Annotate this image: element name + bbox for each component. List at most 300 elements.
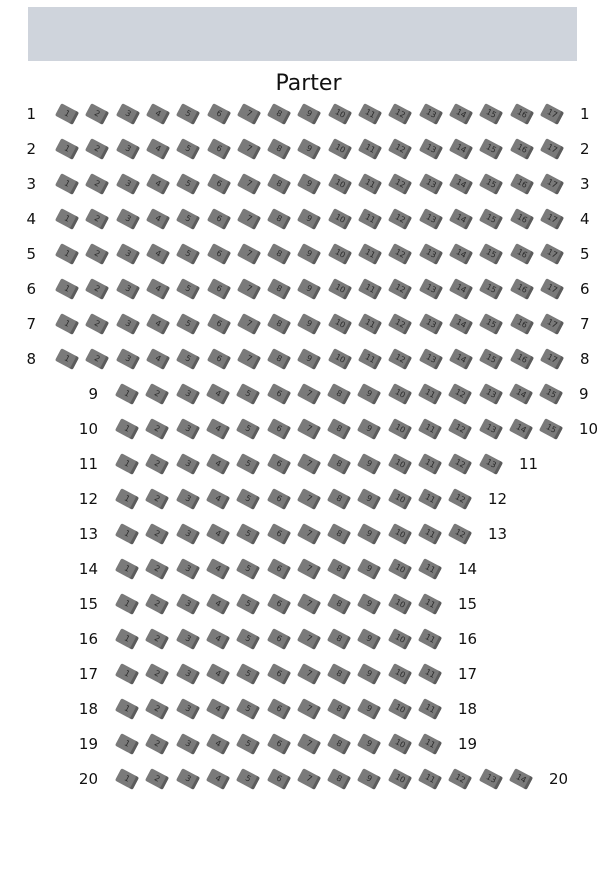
- seat[interactable]: [511, 772, 531, 786]
- seat[interactable]: [451, 317, 471, 331]
- seat[interactable]: [299, 667, 319, 681]
- seat[interactable]: [359, 667, 379, 681]
- seat[interactable]: [269, 212, 289, 226]
- seat[interactable]: [512, 352, 532, 366]
- seat[interactable]: [390, 282, 410, 296]
- seat[interactable]: [178, 597, 198, 611]
- seat[interactable]: [390, 562, 410, 576]
- seat[interactable]: [239, 317, 259, 331]
- seat[interactable]: [209, 107, 229, 121]
- seat[interactable]: [87, 317, 107, 331]
- seat[interactable]: [360, 247, 380, 261]
- seat[interactable]: [147, 457, 167, 471]
- seat[interactable]: [147, 632, 167, 646]
- seat[interactable]: [178, 282, 198, 296]
- seat[interactable]: [450, 457, 470, 471]
- seat[interactable]: [269, 107, 289, 121]
- seat[interactable]: [269, 352, 289, 366]
- seat[interactable]: [299, 387, 319, 401]
- seat[interactable]: [420, 702, 440, 716]
- seat[interactable]: [390, 247, 410, 261]
- seat[interactable]: [542, 352, 562, 366]
- seat[interactable]: [208, 632, 228, 646]
- seat[interactable]: [238, 702, 258, 716]
- seat[interactable]: [57, 282, 77, 296]
- seat[interactable]: [117, 492, 137, 506]
- seat[interactable]: [117, 422, 137, 436]
- seat[interactable]: [390, 667, 410, 681]
- seat[interactable]: [390, 107, 410, 121]
- seat[interactable]: [238, 492, 258, 506]
- seat[interactable]: [390, 387, 410, 401]
- seat-number: 5: [184, 143, 193, 154]
- seat[interactable]: [299, 702, 319, 716]
- seat[interactable]: [117, 737, 137, 751]
- seat[interactable]: [147, 527, 167, 541]
- seat[interactable]: [450, 492, 470, 506]
- seat[interactable]: [481, 387, 501, 401]
- seat[interactable]: [239, 212, 259, 226]
- seat[interactable]: [542, 177, 562, 191]
- seat[interactable]: [329, 632, 349, 646]
- seat[interactable]: [359, 632, 379, 646]
- seat[interactable]: [269, 667, 289, 681]
- seat[interactable]: [208, 772, 228, 786]
- seat[interactable]: [512, 282, 532, 296]
- seat[interactable]: [390, 422, 410, 436]
- seat[interactable]: [148, 282, 168, 296]
- seat[interactable]: [238, 667, 258, 681]
- seat[interactable]: [512, 212, 532, 226]
- seat[interactable]: [512, 142, 532, 156]
- seat-number: 13: [424, 212, 438, 225]
- seat[interactable]: [178, 422, 198, 436]
- seat[interactable]: [542, 247, 562, 261]
- seat[interactable]: [87, 247, 107, 261]
- seat[interactable]: [57, 247, 77, 261]
- seat[interactable]: [238, 422, 258, 436]
- seat[interactable]: [481, 422, 501, 436]
- seat[interactable]: [330, 107, 350, 121]
- seat[interactable]: [329, 387, 349, 401]
- seat[interactable]: [542, 212, 562, 226]
- seat[interactable]: [299, 422, 319, 436]
- seat[interactable]: [147, 772, 167, 786]
- seat[interactable]: [178, 632, 198, 646]
- seat-number: 11: [423, 772, 437, 785]
- seat[interactable]: [209, 142, 229, 156]
- seat[interactable]: [541, 422, 561, 436]
- seat[interactable]: [481, 457, 501, 471]
- seat[interactable]: [118, 282, 138, 296]
- seat-number: 9: [365, 493, 374, 504]
- seat[interactable]: [451, 142, 471, 156]
- seat[interactable]: [147, 667, 167, 681]
- seat[interactable]: [208, 457, 228, 471]
- seat[interactable]: [209, 177, 229, 191]
- seat[interactable]: [451, 177, 471, 191]
- seat[interactable]: [178, 737, 198, 751]
- seat[interactable]: [147, 597, 167, 611]
- seat[interactable]: [450, 387, 470, 401]
- seat[interactable]: [330, 177, 350, 191]
- seat[interactable]: [57, 177, 77, 191]
- seat[interactable]: [481, 247, 501, 261]
- seat[interactable]: [117, 772, 137, 786]
- seat[interactable]: [178, 107, 198, 121]
- seat[interactable]: [359, 527, 379, 541]
- seat[interactable]: [390, 597, 410, 611]
- seat[interactable]: [420, 387, 440, 401]
- seat[interactable]: [178, 492, 198, 506]
- seat[interactable]: [329, 492, 349, 506]
- seat[interactable]: [420, 772, 440, 786]
- seat-number: 8: [274, 178, 284, 189]
- seat-number: 5: [184, 283, 193, 294]
- seat[interactable]: [87, 282, 107, 296]
- row-label-right: 8: [580, 350, 590, 368]
- seat[interactable]: [330, 142, 350, 156]
- seat[interactable]: [208, 562, 228, 576]
- seat[interactable]: [269, 562, 289, 576]
- seat[interactable]: [359, 387, 379, 401]
- seat[interactable]: [481, 352, 501, 366]
- seat[interactable]: [541, 387, 561, 401]
- seat[interactable]: [238, 737, 258, 751]
- seat[interactable]: [57, 212, 77, 226]
- seat[interactable]: [208, 597, 228, 611]
- seat[interactable]: [238, 632, 258, 646]
- seat[interactable]: [269, 527, 289, 541]
- seat[interactable]: [481, 317, 501, 331]
- seat[interactable]: [118, 142, 138, 156]
- seat[interactable]: [148, 352, 168, 366]
- seat[interactable]: [239, 282, 259, 296]
- seat[interactable]: [359, 737, 379, 751]
- seat[interactable]: [178, 562, 198, 576]
- seat[interactable]: [360, 212, 380, 226]
- seat[interactable]: [299, 107, 319, 121]
- seat[interactable]: [420, 667, 440, 681]
- seat[interactable]: [451, 282, 471, 296]
- seat[interactable]: [178, 177, 198, 191]
- seat[interactable]: [269, 177, 289, 191]
- seat[interactable]: [299, 492, 319, 506]
- seat[interactable]: [117, 387, 137, 401]
- seat[interactable]: [239, 352, 259, 366]
- seat[interactable]: [269, 597, 289, 611]
- seat-number: 8: [274, 143, 284, 154]
- seat[interactable]: [299, 247, 319, 261]
- seat-number: 11: [423, 702, 437, 715]
- seat-number: 8: [334, 773, 344, 784]
- seat[interactable]: [269, 492, 289, 506]
- seat[interactable]: [147, 387, 167, 401]
- seat[interactable]: [147, 737, 167, 751]
- seat[interactable]: [117, 562, 137, 576]
- seat[interactable]: [451, 212, 471, 226]
- seat[interactable]: [542, 282, 562, 296]
- seat[interactable]: [329, 562, 349, 576]
- seat[interactable]: [299, 212, 319, 226]
- seat[interactable]: [390, 352, 410, 366]
- seat[interactable]: [390, 317, 410, 331]
- seat[interactable]: [238, 527, 258, 541]
- seat[interactable]: [239, 142, 259, 156]
- seat[interactable]: [451, 352, 471, 366]
- seat[interactable]: [209, 282, 229, 296]
- seat[interactable]: [421, 352, 441, 366]
- seat[interactable]: [87, 142, 107, 156]
- seat[interactable]: [269, 457, 289, 471]
- seat[interactable]: [421, 177, 441, 191]
- seat[interactable]: [178, 772, 198, 786]
- seat[interactable]: [420, 562, 440, 576]
- seat[interactable]: [208, 422, 228, 436]
- seat[interactable]: [359, 422, 379, 436]
- seat[interactable]: [512, 247, 532, 261]
- seat[interactable]: [148, 317, 168, 331]
- seat[interactable]: [542, 107, 562, 121]
- seat[interactable]: [178, 212, 198, 226]
- seat[interactable]: [148, 177, 168, 191]
- seat[interactable]: [87, 212, 107, 226]
- seat[interactable]: [542, 317, 562, 331]
- seat[interactable]: [238, 387, 258, 401]
- seat[interactable]: [329, 422, 349, 436]
- seat[interactable]: [299, 317, 319, 331]
- seat[interactable]: [421, 247, 441, 261]
- seat[interactable]: [148, 142, 168, 156]
- seat[interactable]: [269, 737, 289, 751]
- seat[interactable]: [360, 282, 380, 296]
- seat-number: 7: [244, 143, 254, 154]
- seat[interactable]: [118, 107, 138, 121]
- seat[interactable]: [209, 212, 229, 226]
- seat[interactable]: [421, 317, 441, 331]
- seat[interactable]: [421, 142, 441, 156]
- seat[interactable]: [421, 282, 441, 296]
- seat[interactable]: [178, 702, 198, 716]
- seat[interactable]: [117, 702, 137, 716]
- seat[interactable]: [238, 562, 258, 576]
- seat[interactable]: [481, 212, 501, 226]
- seat[interactable]: [481, 107, 501, 121]
- seat[interactable]: [359, 562, 379, 576]
- seat[interactable]: [299, 597, 319, 611]
- seat[interactable]: [208, 527, 228, 541]
- seat[interactable]: [511, 387, 531, 401]
- seat[interactable]: [512, 177, 532, 191]
- seat[interactable]: [147, 702, 167, 716]
- seat[interactable]: [299, 177, 319, 191]
- seat[interactable]: [178, 247, 198, 261]
- seat[interactable]: [360, 177, 380, 191]
- seat[interactable]: [208, 737, 228, 751]
- seat[interactable]: [359, 702, 379, 716]
- seat[interactable]: [118, 352, 138, 366]
- seat[interactable]: [269, 142, 289, 156]
- seat[interactable]: [239, 177, 259, 191]
- seat[interactable]: [208, 702, 228, 716]
- seat[interactable]: [359, 597, 379, 611]
- seat[interactable]: [359, 492, 379, 506]
- seat[interactable]: [299, 352, 319, 366]
- seat[interactable]: [360, 142, 380, 156]
- seat[interactable]: [390, 142, 410, 156]
- seat[interactable]: [87, 107, 107, 121]
- seat[interactable]: [269, 422, 289, 436]
- seat[interactable]: [269, 387, 289, 401]
- seat[interactable]: [481, 142, 501, 156]
- seat[interactable]: [390, 177, 410, 191]
- seat[interactable]: [208, 492, 228, 506]
- seat[interactable]: [330, 282, 350, 296]
- seat[interactable]: [238, 597, 258, 611]
- seat[interactable]: [330, 352, 350, 366]
- seat[interactable]: [360, 317, 380, 331]
- seat[interactable]: [421, 107, 441, 121]
- seat[interactable]: [57, 142, 77, 156]
- seat[interactable]: [178, 387, 198, 401]
- seat[interactable]: [117, 667, 137, 681]
- seat[interactable]: [420, 527, 440, 541]
- seat[interactable]: [147, 422, 167, 436]
- seat[interactable]: [269, 247, 289, 261]
- seat[interactable]: [269, 772, 289, 786]
- seat[interactable]: [57, 352, 77, 366]
- seat[interactable]: [118, 177, 138, 191]
- seat-number: 10: [333, 142, 347, 155]
- seat[interactable]: [511, 422, 531, 436]
- seat[interactable]: [87, 352, 107, 366]
- seat[interactable]: [269, 702, 289, 716]
- seat[interactable]: [57, 317, 77, 331]
- seat[interactable]: [148, 212, 168, 226]
- seat[interactable]: [209, 352, 229, 366]
- seat[interactable]: [117, 457, 137, 471]
- seat[interactable]: [420, 737, 440, 751]
- seat[interactable]: [239, 107, 259, 121]
- seat[interactable]: [329, 772, 349, 786]
- seat-number: 13: [484, 457, 498, 470]
- seat[interactable]: [148, 247, 168, 261]
- seat[interactable]: [390, 702, 410, 716]
- seat[interactable]: [299, 632, 319, 646]
- seat[interactable]: [299, 142, 319, 156]
- seat[interactable]: [209, 317, 229, 331]
- seat[interactable]: [118, 212, 138, 226]
- seat[interactable]: [238, 457, 258, 471]
- seat[interactable]: [421, 212, 441, 226]
- seat[interactable]: [420, 457, 440, 471]
- seat[interactable]: [390, 737, 410, 751]
- seat[interactable]: [359, 457, 379, 471]
- seat[interactable]: [360, 107, 380, 121]
- seat[interactable]: [299, 282, 319, 296]
- seat[interactable]: [481, 177, 501, 191]
- seat[interactable]: [481, 772, 501, 786]
- seat[interactable]: [178, 352, 198, 366]
- seat[interactable]: [390, 212, 410, 226]
- seat[interactable]: [390, 632, 410, 646]
- seat[interactable]: [329, 527, 349, 541]
- seat[interactable]: [330, 317, 350, 331]
- seat[interactable]: [329, 702, 349, 716]
- seat[interactable]: [239, 247, 259, 261]
- seat[interactable]: [208, 387, 228, 401]
- seat[interactable]: [542, 142, 562, 156]
- seat[interactable]: [299, 562, 319, 576]
- seat-number: 15: [484, 142, 499, 155]
- seat[interactable]: [117, 597, 137, 611]
- seat[interactable]: [420, 492, 440, 506]
- seat[interactable]: [178, 527, 198, 541]
- seat[interactable]: [450, 527, 470, 541]
- seat[interactable]: [299, 772, 319, 786]
- seat[interactable]: [208, 667, 228, 681]
- seat[interactable]: [269, 282, 289, 296]
- seat[interactable]: [299, 527, 319, 541]
- seat[interactable]: [512, 317, 532, 331]
- seat[interactable]: [238, 772, 258, 786]
- seat[interactable]: [178, 667, 198, 681]
- seat[interactable]: [450, 772, 470, 786]
- seat[interactable]: [118, 317, 138, 331]
- seat[interactable]: [359, 772, 379, 786]
- seat[interactable]: [118, 247, 138, 261]
- seat[interactable]: [451, 247, 471, 261]
- seat[interactable]: [269, 317, 289, 331]
- seat[interactable]: [329, 457, 349, 471]
- seat[interactable]: [87, 177, 107, 191]
- seat-number: 13: [424, 282, 438, 295]
- seat[interactable]: [178, 457, 198, 471]
- seat[interactable]: [360, 352, 380, 366]
- seat[interactable]: [178, 317, 198, 331]
- seat[interactable]: [390, 527, 410, 541]
- seat[interactable]: [117, 632, 137, 646]
- seat[interactable]: [420, 597, 440, 611]
- seat[interactable]: [299, 457, 319, 471]
- seat[interactable]: [117, 527, 137, 541]
- seat[interactable]: [390, 457, 410, 471]
- seat[interactable]: [481, 282, 501, 296]
- seat[interactable]: [451, 107, 471, 121]
- seat[interactable]: [147, 492, 167, 506]
- seat[interactable]: [390, 492, 410, 506]
- seat[interactable]: [148, 107, 168, 121]
- seat[interactable]: [329, 737, 349, 751]
- seat[interactable]: [512, 107, 532, 121]
- seat[interactable]: [178, 142, 198, 156]
- seat-number: 4: [213, 528, 223, 539]
- seat[interactable]: [299, 737, 319, 751]
- seat[interactable]: [269, 632, 289, 646]
- seat[interactable]: [329, 597, 349, 611]
- seat[interactable]: [147, 562, 167, 576]
- seat[interactable]: [329, 667, 349, 681]
- seat[interactable]: [330, 212, 350, 226]
- seat[interactable]: [420, 632, 440, 646]
- seat-number: 14: [454, 107, 468, 120]
- seat[interactable]: [330, 247, 350, 261]
- seat[interactable]: [420, 422, 440, 436]
- seat[interactable]: [450, 422, 470, 436]
- seat[interactable]: [209, 247, 229, 261]
- seat[interactable]: [390, 772, 410, 786]
- seat[interactable]: [57, 107, 77, 121]
